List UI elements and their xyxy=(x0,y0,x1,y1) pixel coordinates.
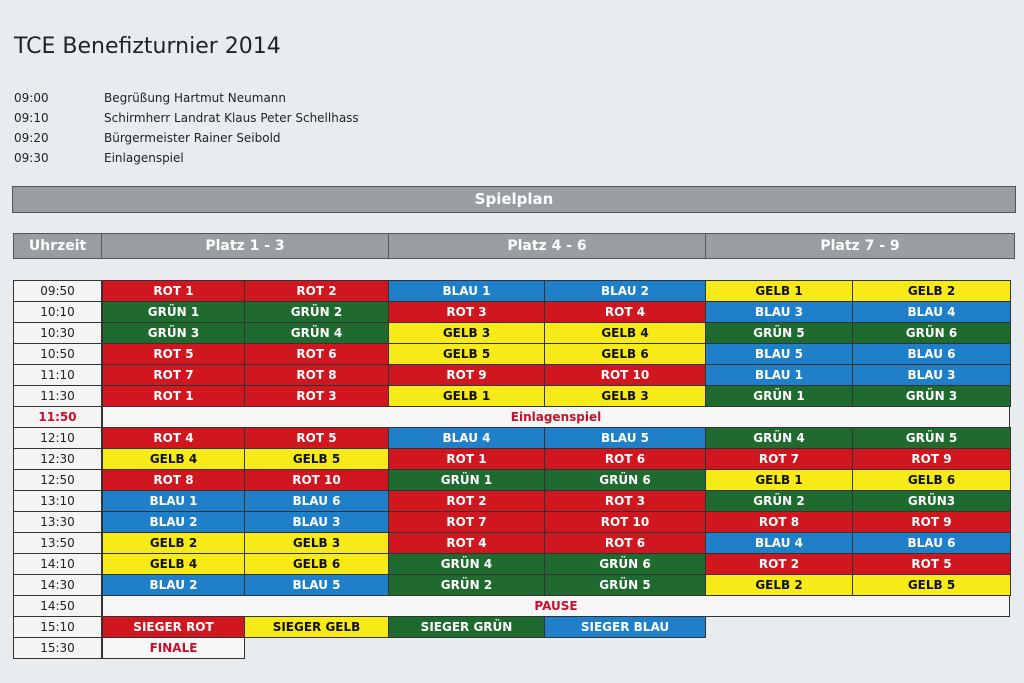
match-cell: ROT 2 xyxy=(244,280,389,302)
time-cell: 13:10 xyxy=(13,490,102,512)
match-cell: BLAU 3 xyxy=(705,301,853,323)
match-cell: GELB 2 xyxy=(705,574,853,596)
time-cell: 10:50 xyxy=(13,343,102,365)
match-cell: ROT 7 xyxy=(102,364,245,386)
program-item: 09:10 Schirmherr Landrat Klaus Peter Schellhass xyxy=(14,111,359,125)
time-cell: 13:50 xyxy=(13,532,102,554)
time-cell: 14:50 xyxy=(13,595,102,617)
match-cell: GRÜN 3 xyxy=(102,322,245,344)
program-item: 09:20 Bürgermeister Rainer Seibold xyxy=(14,131,281,145)
program-item: 09:00 Begrüßung Hartmut Neumann xyxy=(14,91,287,105)
match-cell: GRÜN 1 xyxy=(705,385,853,407)
match-cell: GRÜN 6 xyxy=(544,553,706,575)
match-cell: GRÜN 6 xyxy=(544,469,706,491)
match-cell: GELB 5 xyxy=(852,574,1011,596)
match-cell: GELB 1 xyxy=(388,385,545,407)
match-cell: ROT 6 xyxy=(244,343,389,365)
match-cell: GRÜN 4 xyxy=(388,553,545,575)
time-cell: 11:50 xyxy=(13,406,102,428)
page-title: TCE Benefizturnier 2014 xyxy=(14,34,281,59)
match-cell: GRÜN 5 xyxy=(705,322,853,344)
match-cell: GRÜN 4 xyxy=(244,322,389,344)
match-cell: SIEGER GELB xyxy=(244,616,389,638)
match-cell: GELB 5 xyxy=(388,343,545,365)
time-cell: 15:30 xyxy=(13,637,102,659)
match-cell: ROT 10 xyxy=(544,364,706,386)
match-cell: ROT 4 xyxy=(102,427,245,449)
match-cell: BLAU 1 xyxy=(388,280,545,302)
time-cell: 11:10 xyxy=(13,364,102,386)
match-cell: GELB 3 xyxy=(244,532,389,554)
match-cell: GELB 4 xyxy=(102,553,245,575)
match-cell: ROT 8 xyxy=(244,364,389,386)
match-cell: GRÜN 2 xyxy=(388,574,545,596)
match-cell: GRÜN 5 xyxy=(852,427,1011,449)
match-cell: GRÜN 3 xyxy=(852,385,1011,407)
match-cell: ROT 2 xyxy=(388,490,545,512)
header-platz-4-6: Platz 4 - 6 xyxy=(388,233,706,259)
match-cell: SIEGER ROT xyxy=(102,616,245,638)
match-cell: FINALE xyxy=(102,637,245,659)
match-cell: ROT 4 xyxy=(388,532,545,554)
match-cell: GELB 4 xyxy=(102,448,245,470)
match-cell: ROT 3 xyxy=(244,385,389,407)
match-cell: GELB 3 xyxy=(544,385,706,407)
match-cell: GRÜN 4 xyxy=(705,427,853,449)
match-cell: BLAU 3 xyxy=(852,364,1011,386)
break-cell: PAUSE xyxy=(102,595,1010,617)
header-platz-7-9: Platz 7 - 9 xyxy=(705,233,1015,259)
match-cell: ROT 3 xyxy=(388,301,545,323)
match-cell: BLAU 4 xyxy=(388,427,545,449)
match-cell: GRÜN 2 xyxy=(244,301,389,323)
time-cell: 14:30 xyxy=(13,574,102,596)
match-cell: ROT 4 xyxy=(544,301,706,323)
match-cell: GRÜN 1 xyxy=(102,301,245,323)
match-cell: ROT 1 xyxy=(102,280,245,302)
time-cell: 12:30 xyxy=(13,448,102,470)
match-cell: BLAU 5 xyxy=(244,574,389,596)
match-cell: ROT 10 xyxy=(544,511,706,533)
program-item: 09:30 Einlagenspiel xyxy=(14,151,184,165)
match-cell: ROT 2 xyxy=(705,553,853,575)
match-cell: ROT 10 xyxy=(244,469,389,491)
match-cell: GELB 1 xyxy=(705,280,853,302)
match-cell: GELB 2 xyxy=(852,280,1011,302)
time-cell: 09:50 xyxy=(13,280,102,302)
match-cell: BLAU 3 xyxy=(244,511,389,533)
match-cell: GRÜN 5 xyxy=(544,574,706,596)
match-cell: GRÜN 2 xyxy=(705,490,853,512)
match-cell: GELB 5 xyxy=(244,448,389,470)
match-cell: BLAU 6 xyxy=(244,490,389,512)
match-cell: BLAU 5 xyxy=(544,427,706,449)
match-cell: BLAU 2 xyxy=(102,511,245,533)
match-cell: ROT 5 xyxy=(102,343,245,365)
match-cell: BLAU 1 xyxy=(102,490,245,512)
match-cell: GELB 2 xyxy=(102,532,245,554)
break-cell: Einlagenspiel xyxy=(102,406,1010,428)
match-cell: GELB 1 xyxy=(705,469,853,491)
match-cell: ROT 5 xyxy=(852,553,1011,575)
match-cell: ROT 1 xyxy=(388,448,545,470)
match-cell: ROT 7 xyxy=(705,448,853,470)
match-cell: GELB 4 xyxy=(544,322,706,344)
match-cell: ROT 7 xyxy=(388,511,545,533)
time-cell: 14:10 xyxy=(13,553,102,575)
match-cell: GELB 3 xyxy=(388,322,545,344)
match-cell: GRÜN3 xyxy=(852,490,1011,512)
match-cell: GELB 6 xyxy=(244,553,389,575)
match-cell: BLAU 2 xyxy=(102,574,245,596)
time-cell: 11:30 xyxy=(13,385,102,407)
match-cell: ROT 6 xyxy=(544,448,706,470)
match-cell: ROT 9 xyxy=(852,511,1011,533)
match-cell: GRÜN 6 xyxy=(852,322,1011,344)
match-cell: BLAU 6 xyxy=(852,532,1011,554)
time-cell: 10:10 xyxy=(13,301,102,323)
match-cell: BLAU 2 xyxy=(544,280,706,302)
match-cell: GELB 6 xyxy=(544,343,706,365)
match-cell: ROT 3 xyxy=(544,490,706,512)
time-cell: 15:10 xyxy=(13,616,102,638)
time-cell: 13:30 xyxy=(13,511,102,533)
match-cell: GRÜN 1 xyxy=(388,469,545,491)
match-cell: BLAU 6 xyxy=(852,343,1011,365)
match-cell: GELB 6 xyxy=(852,469,1011,491)
match-cell: ROT 5 xyxy=(244,427,389,449)
match-cell: BLAU 4 xyxy=(852,301,1011,323)
match-cell: ROT 8 xyxy=(705,511,853,533)
match-cell: ROT 9 xyxy=(388,364,545,386)
match-cell: SIEGER BLAU xyxy=(544,616,706,638)
time-cell: 10:30 xyxy=(13,322,102,344)
match-cell: BLAU 5 xyxy=(705,343,853,365)
match-cell: ROT 1 xyxy=(102,385,245,407)
header-uhrzeit: Uhrzeit xyxy=(13,233,102,259)
match-cell: ROT 8 xyxy=(102,469,245,491)
header-platz-1-3: Platz 1 - 3 xyxy=(101,233,389,259)
time-cell: 12:10 xyxy=(13,427,102,449)
match-cell: ROT 9 xyxy=(852,448,1011,470)
match-cell: ROT 6 xyxy=(544,532,706,554)
time-cell: 12:50 xyxy=(13,469,102,491)
match-cell: BLAU 1 xyxy=(705,364,853,386)
match-cell: SIEGER GRÜN xyxy=(388,616,545,638)
spielplan-header: Spielplan xyxy=(12,186,1016,213)
match-cell: BLAU 4 xyxy=(705,532,853,554)
